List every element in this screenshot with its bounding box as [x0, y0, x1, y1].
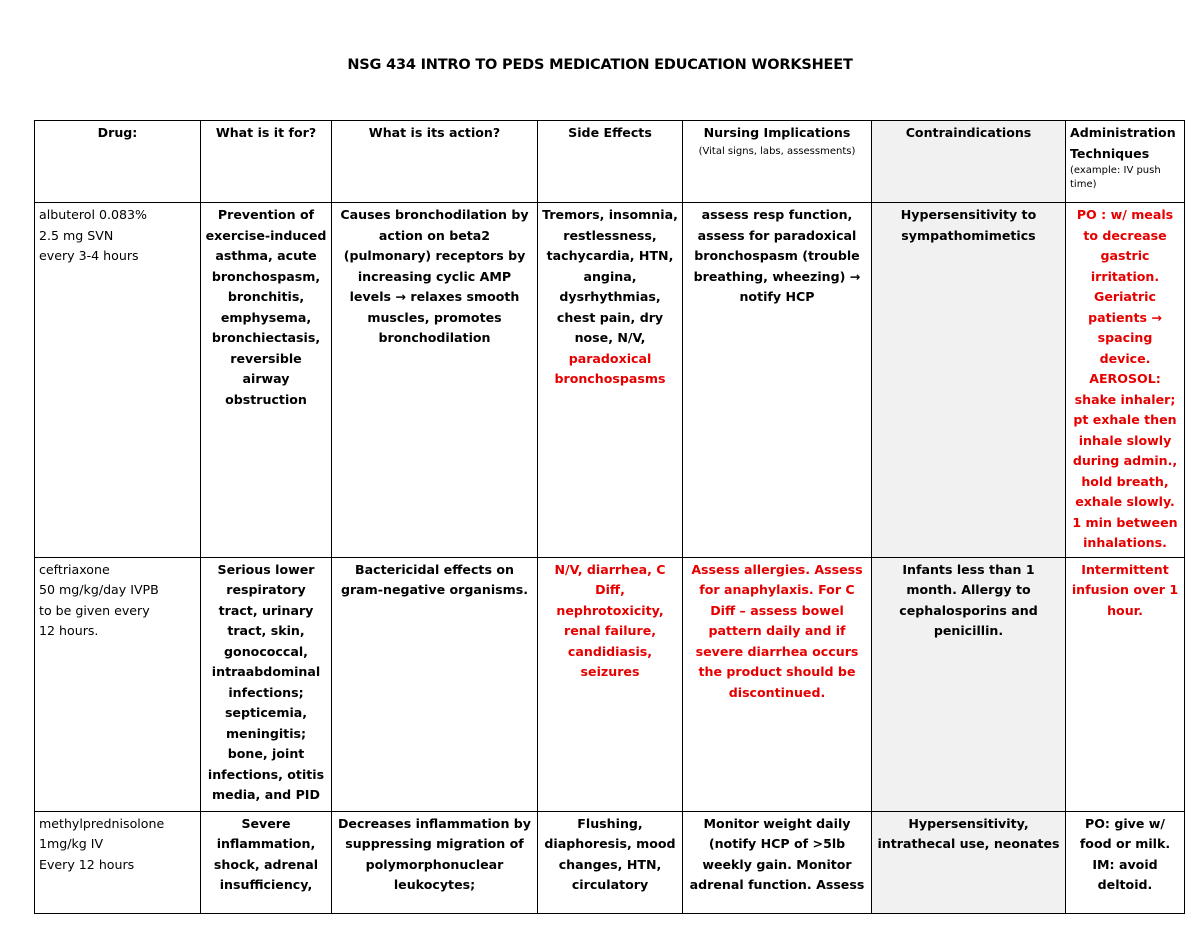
header-admin-label: Administration Techniques: [1070, 125, 1176, 161]
header-drug: Drug:: [35, 121, 201, 203]
header-nursing: [683, 121, 872, 203]
side-effects-cell: [538, 203, 683, 558]
what-for-cell: Prevention of exercise-induced asthma, acute bronchospasm, bronchitis, emphysema, bronchiectasis, reversible airway obstruction: [201, 203, 332, 558]
header-contra: Contraindications: [872, 121, 1066, 203]
table-row: [35, 557, 1185, 811]
admin-cell: Intermittent infusion over 1 hour.: [1066, 557, 1185, 811]
side-effects-cell: N/V, diarrhea, C Diff, nephrotoxicity, renal failure, candidiasis, seizures: [538, 557, 683, 811]
action-cell: Causes bronchodilation by action on beta2 (pulmonary) receptors by increasing cyclic AMP levels → relaxes smooth muscles, promotes bronchodilation: [332, 203, 538, 558]
drug-line: 12 hours.: [39, 623, 99, 638]
header-side-effects: Side Effects: [538, 121, 683, 203]
header-admin: [1066, 121, 1185, 203]
contra-cell: Infants less than 1 month. Allergy to cephalosporins and penicillin.: [872, 557, 1066, 811]
drug-cell: [35, 811, 201, 913]
what-for-cell: Severe inflammation, shock, adrenal insufficiency,: [201, 811, 332, 913]
side-effects-cell: Flushing, diaphoresis, mood changes, HTN, circulatory: [538, 811, 683, 913]
table-row: [35, 203, 1185, 558]
side-effects-text: Tremors, insomnia, restlessness, tachycardia, HTN, angina, dysrhythmias, chest pain, dry nose, N/V,: [542, 207, 678, 345]
header-admin-sub: (example: IV push time): [1070, 165, 1161, 190]
action-cell: Decreases inflammation by suppressing migration of polymorphonuclear leukocytes;: [332, 811, 538, 913]
admin-cell: PO: give w/ food or milk. IM: avoid deltoid.: [1066, 811, 1185, 913]
drug-line: 50 mg/kg/day IVPB: [39, 582, 159, 597]
admin-cell: PO : w/ meals to decrease gastric irritation. Geriatric patients → spacing device. AEROSOL: shake inhaler; pt exhale then inhale slowly during admin., hold breath, exhale slowly. 1 min between inhalations.: [1066, 203, 1185, 558]
drug-line: 2.5 mg SVN: [39, 227, 114, 243]
header-nursing-sub: (Vital signs, labs, assessments): [698, 145, 856, 157]
drug-cell: [35, 203, 201, 558]
drug-cell: [35, 557, 201, 811]
nursing-cell: Monitor weight daily (notify HCP of >5lb weekly gain. Monitor adrenal function. Assess: [683, 811, 872, 913]
table-row: [35, 811, 1185, 913]
drug-line: Every 12 hours: [39, 856, 135, 872]
nursing-cell: Assess allergies. Assess for anaphylaxis. For C Diff – assess bowel pattern daily and if severe diarrhea occurs the product should be discontinued.: [683, 557, 872, 811]
header-nursing-label: Nursing Implications: [703, 125, 851, 140]
header-action: What is its action?: [332, 121, 538, 203]
nursing-cell: assess resp function, assess for paradoxical bronchospasm (trouble breathing, wheezing) → notify HCP: [683, 203, 872, 558]
drug-line: albuterol 0.083%: [39, 207, 148, 222]
action-cell: Bactericidal effects on gram-negative organisms.: [332, 557, 538, 811]
what-for-cell: Serious lower respiratory tract, urinary tract, skin, gonococcal, intraabdominal infections; septicemia, meningitis; bone, joint infections, otitis media, and PID: [201, 557, 332, 811]
drug-line: to be given every: [39, 602, 150, 618]
header-what-for: What is it for?: [201, 121, 332, 203]
drug-line: methylprednisolone: [39, 815, 165, 831]
drug-line: 1mg/kg IV: [39, 836, 104, 851]
page-title: NSG 434 INTRO TO PEDS MEDICATION EDUCATION WORKSHEET: [347, 57, 853, 73]
drug-line: every 3-4 hours: [39, 248, 139, 263]
medication-table: [34, 120, 1185, 914]
header-row: [35, 121, 1185, 203]
contra-cell: Hypersensitivity to sympathomimetics: [872, 203, 1066, 558]
drug-line: ceftriaxone: [39, 561, 110, 577]
side-effects-warning: paradoxical bronchospasms: [554, 350, 666, 386]
contra-cell: Hypersensitivity, intrathecal use, neonates: [872, 811, 1066, 913]
